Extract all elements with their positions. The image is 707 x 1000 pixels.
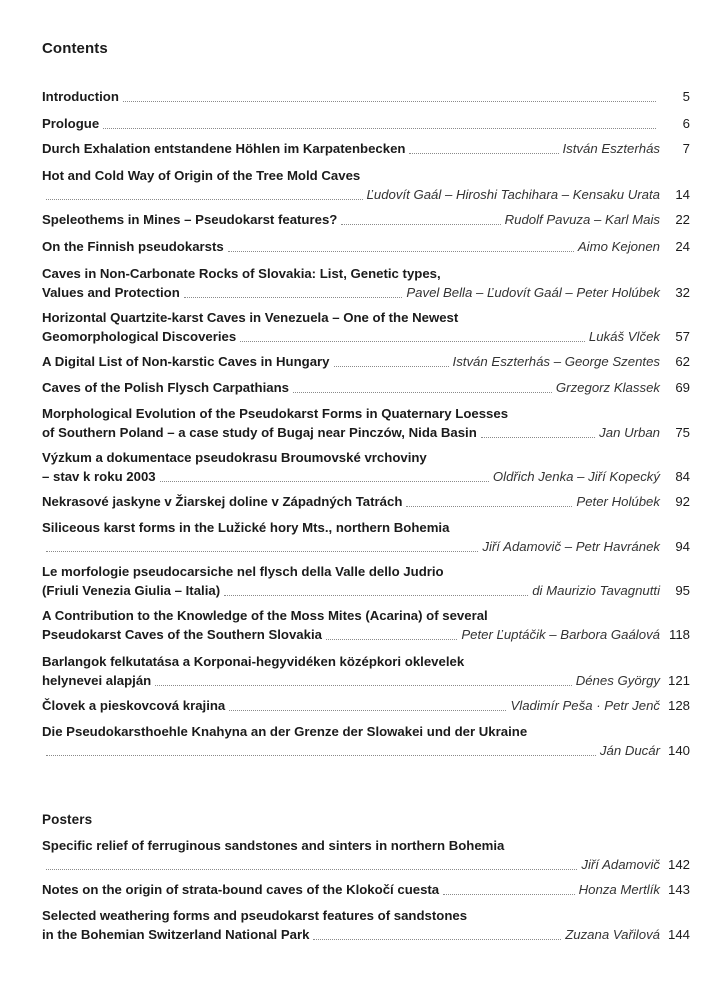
entry-title: Values and Protection [42,285,180,300]
entry-title: Notes on the origin of strata-bound caves of the Klokočí cuesta [42,882,440,897]
entry-title-line: Specific relief of ferruginous sandstones and sinters in northern Bohemia [42,838,505,853]
entry-title-line: A Contribution to the Knowledge of the Moss Mites (Acarina) of several [42,608,488,623]
entry-title-line: Horizontal Quartzite-karst Caves in Venezuela – One of the Newest [42,310,459,325]
entry-page-number: 32 [675,285,690,300]
toc-entry[interactable] [42,264,690,302]
dot-leader [123,100,656,102]
toc-entry[interactable] [42,518,690,556]
entry-title: – stav k roku 2003 [42,469,156,484]
entry-title-line: Barlangok felkutatása a Korponai-hegyvidéken középkori oklevelek [42,654,465,669]
dot-leader [341,223,500,225]
entry-title: A Digital List of Non-karstic Caves in Hungary [42,354,330,369]
toc-entry[interactable] [42,166,690,204]
entry-title: Človek a pieskovcová krajina [42,698,226,713]
entry-last-line [42,139,690,158]
entry-page-number: 144 [667,927,690,942]
entry-author: Honza Mertlík [578,882,660,897]
entry-last-line [42,423,690,442]
entry-author: Dénes György [575,673,660,688]
entry-page-number: 118 [668,627,690,642]
entry-page-number: 22 [675,212,690,227]
entry-author: Vladimír Peša · Petr Jenč [510,698,660,713]
toc-entry[interactable] [42,352,690,371]
entry-page-number: 84 [675,469,690,484]
entry-author: Rudolf Pavuza – Karl Mais [504,212,660,227]
entry-page-number: 14 [675,187,690,202]
toc-entry[interactable] [42,139,690,158]
entry-title-line: Selected weathering forms and pseudokarst features of sandstones [42,908,468,923]
entry-title: Prologue [42,116,100,131]
entry-author: Lukáš Vlček [588,329,660,344]
entry-author: Ľudovít Gaál – Hiroshi Tachihara – Kensaku Urata [366,187,660,202]
dot-leader [184,296,403,298]
poster-entry[interactable] [42,880,690,899]
dot-leader [409,152,558,154]
toc-entry[interactable] [42,492,690,511]
entry-author: Aimo Kejonen [577,239,660,254]
entry-last-line [42,467,690,486]
entry-page-number: 5 [682,89,690,104]
entry-title: Nekrasové jaskyne v Žiarskej doline v Západných Tatrách [42,494,403,509]
entry-page-number: 24 [675,239,690,254]
entry-author: Oldřich Jenka – Jiří Kopecký [492,469,660,484]
toc-entry[interactable] [42,378,690,397]
dot-leader [293,391,552,393]
entry-author: Pavel Bella – Ľudovít Gaál – Peter Holúbek [406,285,660,300]
entry-author: Peter Holúbek [576,494,660,509]
entry-title: of Southern Poland – a case study of Bugaj near Pinczów, Nida Basin [42,425,477,440]
entry-page-number: 128 [667,698,690,713]
toc-entry[interactable] [42,237,690,256]
entry-author: Ján Ducár [599,743,660,758]
entry-last-line [42,114,690,133]
entry-author: di Maurizio Tavagnutti [532,583,660,598]
entry-last-line [42,352,690,371]
entry-last-line [42,185,690,204]
entry-last-line [42,696,690,715]
toc-entry[interactable] [42,606,690,644]
entry-title-line: Die Pseudokarsthoehle Knahyna an der Grenze der Slowakei und der Ukraine [42,724,528,739]
entry-title: (Friuli Venezia Giulia – Italia) [42,583,221,598]
dot-leader [228,250,574,252]
entry-author: István Eszterhás [562,141,660,156]
entry-last-line [42,925,690,944]
toc-entry[interactable] [42,652,690,690]
entry-page-number: 57 [675,329,690,344]
toc-entry[interactable] [42,87,690,106]
dot-leader [229,709,506,711]
entry-title: Caves of the Polish Flysch Carpathians [42,380,289,395]
toc-entry[interactable] [42,562,690,600]
entry-author: Peter Ľuptáčik – Barbora Gaálová [461,627,660,642]
dot-leader [240,340,585,342]
dot-leader [46,754,596,756]
dot-leader [224,594,528,596]
dot-leader [155,684,571,686]
entry-page-number: 95 [675,583,690,598]
entry-last-line [42,581,690,600]
entry-title: Speleothems in Mines – Pseudokarst features? [42,212,338,227]
entry-page-number: 94 [675,539,690,554]
entry-title-line: Hot and Cold Way of Origin of the Tree Mold Caves [42,168,361,183]
dot-leader [46,198,363,200]
dot-leader [334,365,449,367]
dot-leader [46,550,478,552]
entry-last-line [42,237,690,256]
entry-last-line [42,741,690,760]
entry-last-line [42,880,690,899]
poster-entry[interactable] [42,836,690,874]
entry-page-number: 7 [682,141,690,156]
dot-leader [326,638,457,640]
entry-page-number: 62 [675,354,690,369]
dot-leader [160,480,489,482]
dot-leader [46,868,577,870]
entry-title: On the Finnish pseudokarsts [42,239,224,254]
entry-title-line: Le morfologie pseudocarsiche nel flysch della Valle dello Judrio [42,564,444,579]
poster-entry[interactable] [42,906,690,944]
entry-title: Introduction [42,89,119,104]
entry-title: Pseudokarst Caves of the Southern Slovakia [42,627,322,642]
entry-author: István Eszterhás – George Szentes [452,354,660,369]
dot-leader [443,893,574,895]
dot-leader [103,127,656,129]
entry-page-number: 6 [682,116,690,131]
toc-entry[interactable] [42,210,690,229]
entry-title: Geomorphological Discoveries [42,329,237,344]
entry-last-line [42,537,690,556]
entry-title-line: Siliceous karst forms in the Lužické hory Mts., northern Bohemia [42,520,450,535]
entry-last-line [42,87,690,106]
dot-leader [406,505,572,507]
entry-title: helynevei alapján [42,673,152,688]
posters-heading: Posters [42,812,93,827]
entry-page-number: 143 [667,882,690,897]
entry-page-number: 121 [667,673,690,688]
entry-author: Zuzana Vařilová [565,927,660,942]
entry-author: Jan Urban [599,425,660,440]
entry-author: Jiří Adamovič [581,857,660,872]
entry-page-number: 69 [675,380,690,395]
toc-entry[interactable] [42,448,690,486]
entry-title: in the Bohemian Switzerland National Park [42,927,310,942]
contents-heading: Contents [42,40,108,57]
entry-title-line: Caves in Non-Carbonate Rocks of Slovakia: List, Genetic types, [42,266,441,281]
entry-last-line [42,492,690,511]
entry-author: Jiří Adamovič – Petr Havránek [482,539,660,554]
entry-page-number: 142 [667,857,690,872]
entry-page-number: 140 [667,743,690,758]
toc-entry[interactable] [42,722,690,760]
entry-last-line [42,283,690,302]
toc-entry[interactable] [42,696,690,715]
entry-page-number: 75 [675,425,690,440]
entry-last-line [42,210,690,229]
toc-entry[interactable] [42,404,690,442]
entry-last-line [42,378,690,397]
entry-last-line [42,625,690,644]
entry-last-line [42,855,690,874]
dot-leader [313,938,561,940]
entry-page-number: 92 [675,494,690,509]
entry-title: Durch Exhalation entstandene Höhlen im Karpatenbecken [42,141,406,156]
entry-last-line [42,671,690,690]
entry-author: Grzegorz Klassek [555,380,660,395]
toc-entry[interactable] [42,114,690,133]
toc-entry[interactable] [42,308,690,346]
entry-title-line: Morphological Evolution of the Pseudokarst Forms in Quaternary Loesses [42,406,509,421]
dot-leader [481,436,595,438]
entry-last-line [42,327,690,346]
entry-title-line: Výzkum a dokumentace pseudokrasu Broumovské vrchoviny [42,450,427,465]
